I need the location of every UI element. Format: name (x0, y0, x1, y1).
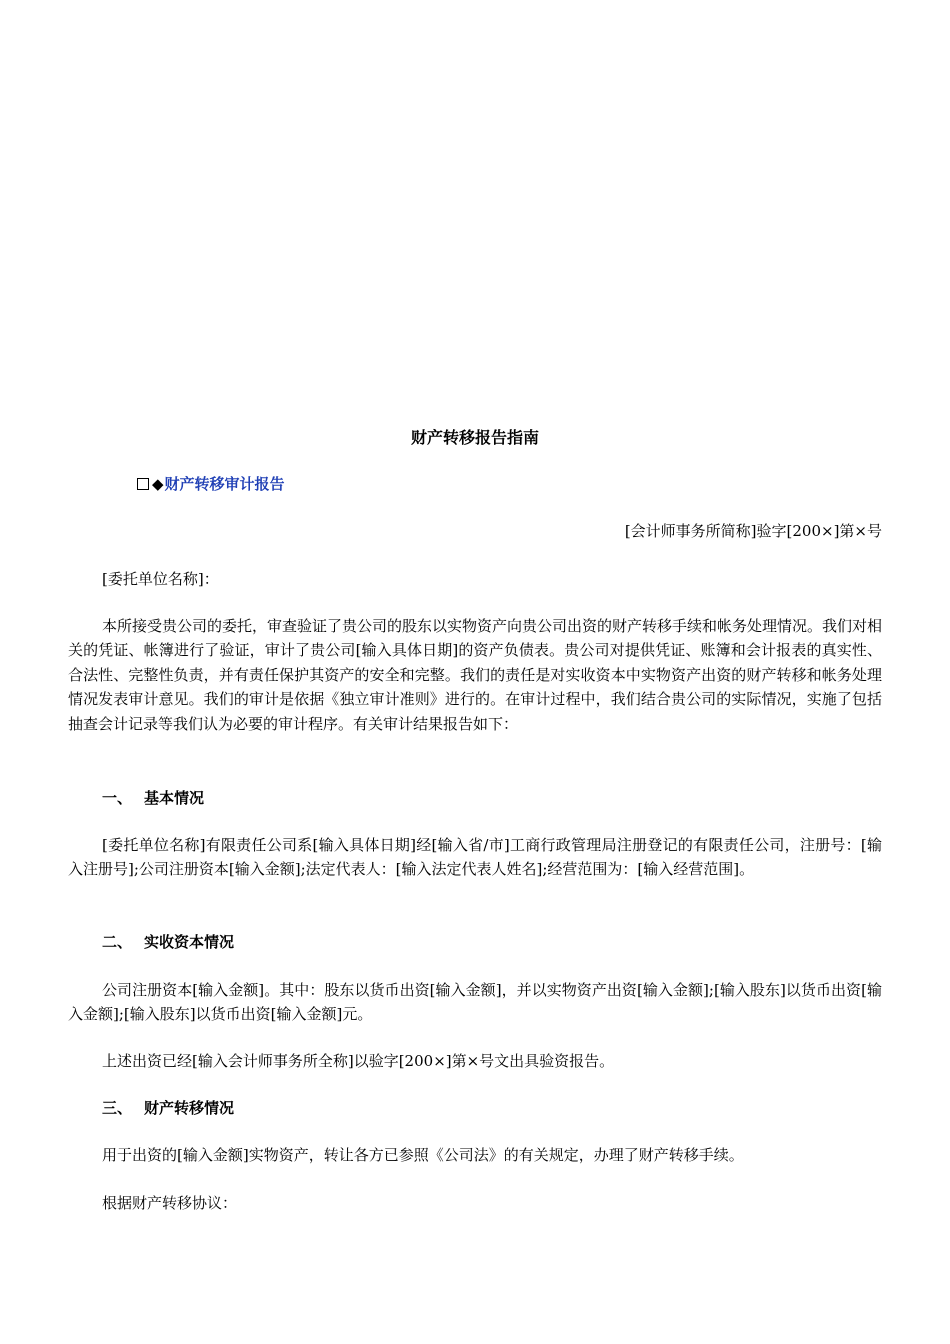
basic-info-paragraph: [委托单位名称]有限责任公司系[输入具体日期]经[输入省/市]工商行政管理局注册登记的有限责任公司，注册号：[输入注册号];公司注册资本[输入金额];法定代表人：[输入法定代表人姓名];经营范围为：[输入经营范围]。 (68, 836, 882, 879)
transfer-agreement-paragraph: 根据财产转移协议： (102, 1194, 238, 1212)
section-number: 一、 (102, 789, 133, 807)
diamond-bullet-icon: ◆ (152, 475, 164, 493)
reference-number: [会计师事务所简称]验字[200×]第×号 (624, 522, 882, 540)
audit-report-link[interactable]: 财产转移审计报告 (164, 475, 285, 493)
section-link-row (137, 473, 285, 495)
section-heading-2 (102, 931, 234, 953)
document-title: 财产转移报告指南 (410, 428, 539, 447)
section-heading-text: 实收资本情况 (144, 933, 235, 951)
intro-paragraph: 本所接受贵公司的委托，审查验证了贵公司的股东以实物资产向贵公司出资的财产转移手续和帐务处理情况。我们对相关的凭证、帐簿进行了验证，审计了贵公司[输入具体日期]的资产负债表。贵公司对提供凭证、账簿和会计报表的真实性、合法性、完整性负责，并有责任保护其资产的安全和完整。我们的责任是对实收资本中实物资产出资的财产转移和帐务处理情况发表审计意见。我们的审计是依据《独立审计准则》进行的。在审计过程中，我们结合贵公司的实际情况，实施了包括抽查会计记录等我们认为必要的审计程序。有关审计结果报告如下： (68, 617, 883, 733)
checkbox-icon (137, 478, 149, 490)
capital-paragraph: 公司注册资本[输入金额]。其中：股东以货币出资[输入金额]，并以实物资产出资[输入金额];[输入股东]以货币出资[输入金额];[输入股东]以货币出资[输入金额]元。 (68, 981, 882, 1024)
section-number: 三、 (102, 1099, 133, 1117)
capital-verification-paragraph: 上述出资已经[输入会计师事务所全称]以验字[200×]第×号文出具验资报告。 (102, 1052, 615, 1070)
section-heading-text: 基本情况 (144, 789, 205, 807)
section-heading-1 (102, 787, 204, 809)
section-number: 二、 (102, 933, 133, 951)
transfer-paragraph: 用于出资的[输入金额]实物资产，转让各方已参照《公司法》的有关规定，办理了财产转移手续。 (102, 1146, 744, 1164)
section-heading-3 (102, 1097, 234, 1119)
section-heading-text: 财产转移情况 (144, 1099, 235, 1117)
addressee-line: [委托单位名称]： (102, 570, 219, 588)
